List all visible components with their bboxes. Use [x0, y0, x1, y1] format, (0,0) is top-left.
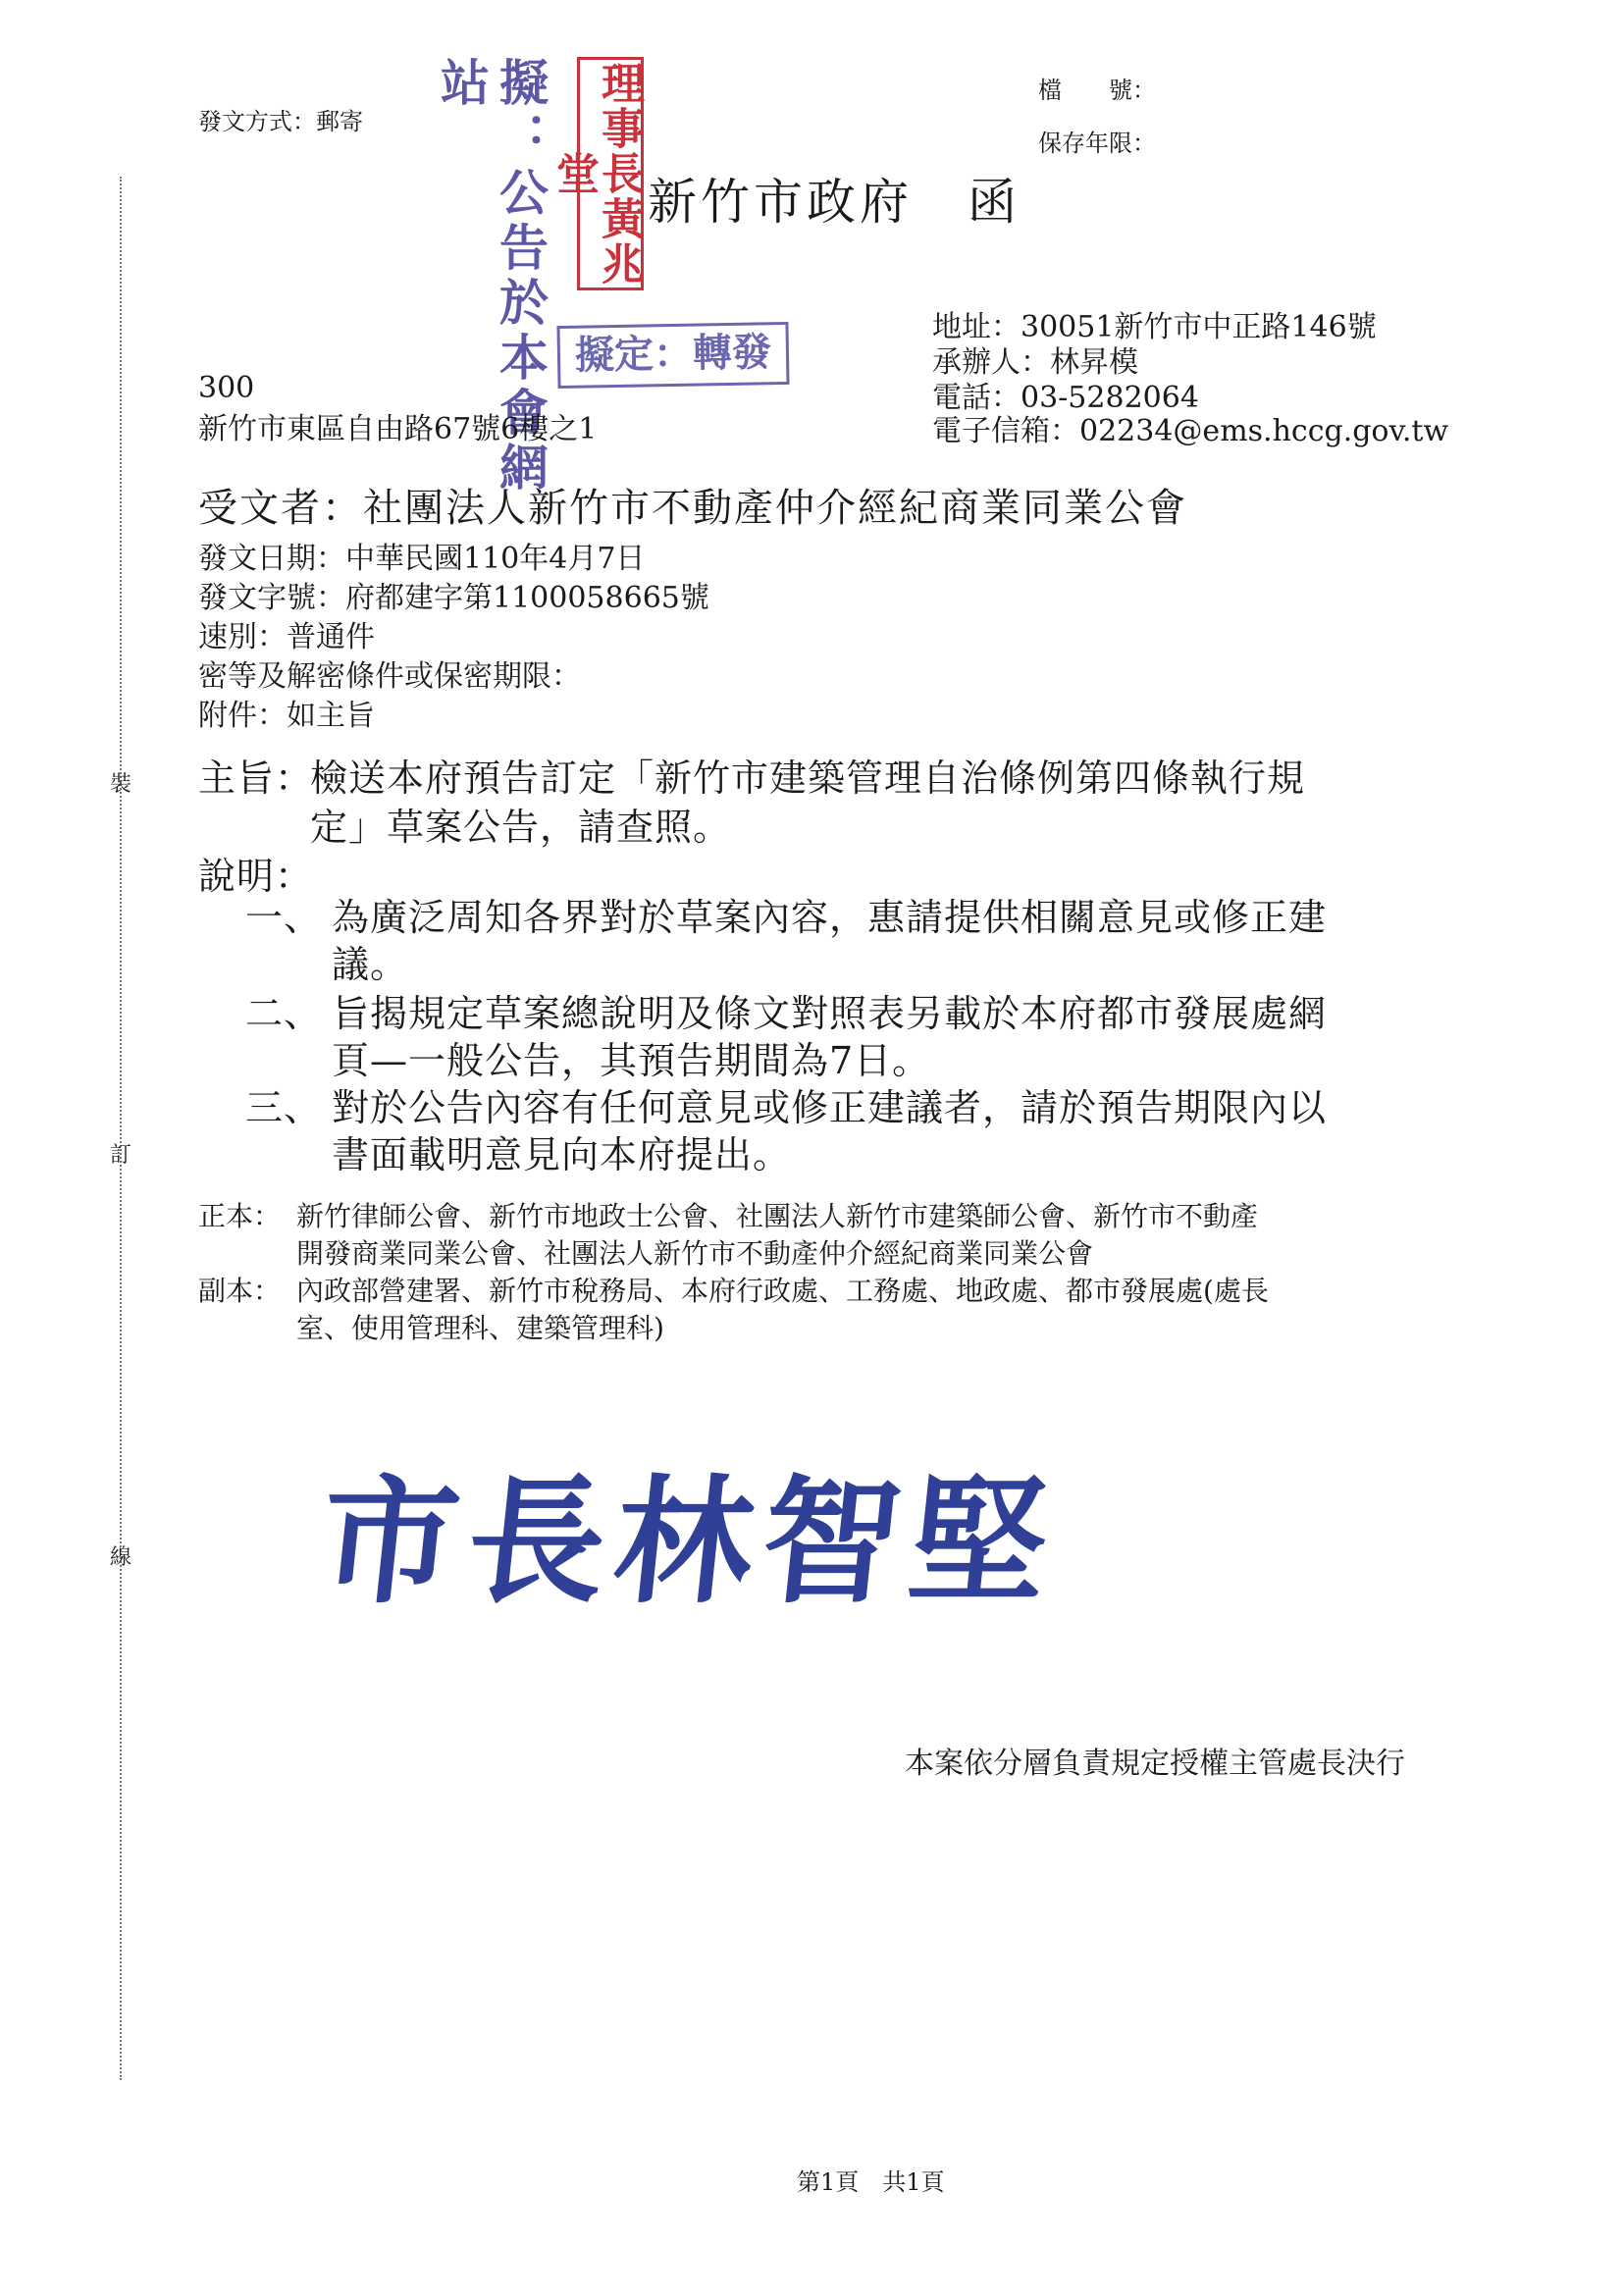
recipient: 受文者：社團法人新竹市不動產仲介經紀商業同業公會: [198, 486, 1187, 531]
binding-mark-ding: 訂: [110, 1143, 132, 1168]
explanation-item-3-line-2: 書面載明意見向本府提出。: [332, 1133, 792, 1176]
mayor-signature: 市長林智堅: [312, 1462, 1066, 1623]
explanation-item-2-line-2: 頁—一般公告，其預告期間為7日。: [332, 1039, 931, 1082]
agency-title: [648, 163, 1021, 234]
phone-number: 電話：03-5282064: [932, 381, 1199, 415]
recipient-postal-code: 300: [198, 371, 255, 405]
page-number: 第1頁 共1頁: [797, 2168, 945, 2196]
recipient-address: 新竹市東區自由路67號6樓之1: [198, 412, 598, 446]
issue-date: 發文日期：中華民國110年4月7日: [198, 542, 646, 576]
delivery-speed: 速別：普通件: [198, 620, 375, 654]
explanation-item-1-line-2: 議。: [332, 943, 409, 986]
send-method: 發文方式：郵寄: [198, 108, 363, 135]
explanation-item-2-num: 二、: [245, 992, 323, 1035]
agency-name: 新竹市政府: [648, 174, 913, 231]
explanation-item-1-num: 一、: [245, 896, 323, 939]
binding-mark-xian: 線: [110, 1545, 132, 1570]
retention-period-label: 保存年限：: [1038, 130, 1156, 157]
explanation-item-2-line-1: 旨揭規定草案總說明及條文對照表另載於本府都市發展處網: [332, 992, 1328, 1035]
document-number: 發文字號：府都建字第1100058665號: [198, 581, 709, 615]
carbon-copy-line-1: 內政部營建署、新竹市稅務局、本府行政處、工務處、地政處、都市發展處(處長: [296, 1275, 1269, 1307]
original-copy-label: 正本：: [198, 1200, 282, 1232]
proposal-box-stamp: 擬定：轉發: [556, 322, 789, 389]
original-copy-line-2: 開發商業同業公會、社團法人新竹市不動產仲介經紀商業同業公會: [296, 1237, 1094, 1270]
attachment: 附件：如主旨: [198, 699, 375, 733]
subject-label: 主旨：: [198, 757, 314, 800]
original-copy-line-1: 新竹律師公會、新竹市地政士公會、社團法人新竹市建築師公會、新竹市不動產: [296, 1200, 1259, 1232]
chairman-seal-stamp: 理事長黃兆堂: [577, 57, 644, 290]
carbon-copy-label: 副本：: [198, 1275, 282, 1307]
explanation-item-3-num: 三、: [245, 1086, 323, 1129]
handler-name: 承辦人：林昇模: [932, 345, 1138, 380]
file-number-label: 檔 號：: [1038, 77, 1156, 104]
explanation-item-1-line-1: 為廣泛周知各界對於草案內容，惠請提供相關意見或修正建: [332, 896, 1328, 939]
binding-mark-zhuang: 裝: [110, 772, 132, 797]
carbon-copy-line-2: 室、使用管理科、建築管理科): [296, 1312, 664, 1344]
sender-address: 地址：30051新竹市中正路146號: [932, 310, 1377, 344]
document-type: 函: [968, 174, 1021, 231]
binding-dotted-line: [120, 177, 122, 2080]
secrecy-level: 密等及解密條件或保密期限：: [198, 659, 581, 694]
delegation-note: 本案依分層負責規定授權主管處長決行: [905, 1747, 1405, 1781]
proposal-vertical-stamp: 擬：公告於本會網站: [433, 57, 550, 496]
subject-line-2: 定」草案公告，請查照。: [310, 806, 732, 849]
email-address: 電子信箱：02234@ems.hccg.gov.tw: [932, 414, 1449, 448]
subject-line-1: 檢送本府預告訂定「新竹市建築管理自治條例第四條執行規: [310, 757, 1306, 800]
explanation-item-3-line-1: 對於公告內容有任何意見或修正建議者，請於預告期限內以: [332, 1086, 1328, 1129]
explanation-label: 說明：: [198, 855, 314, 898]
